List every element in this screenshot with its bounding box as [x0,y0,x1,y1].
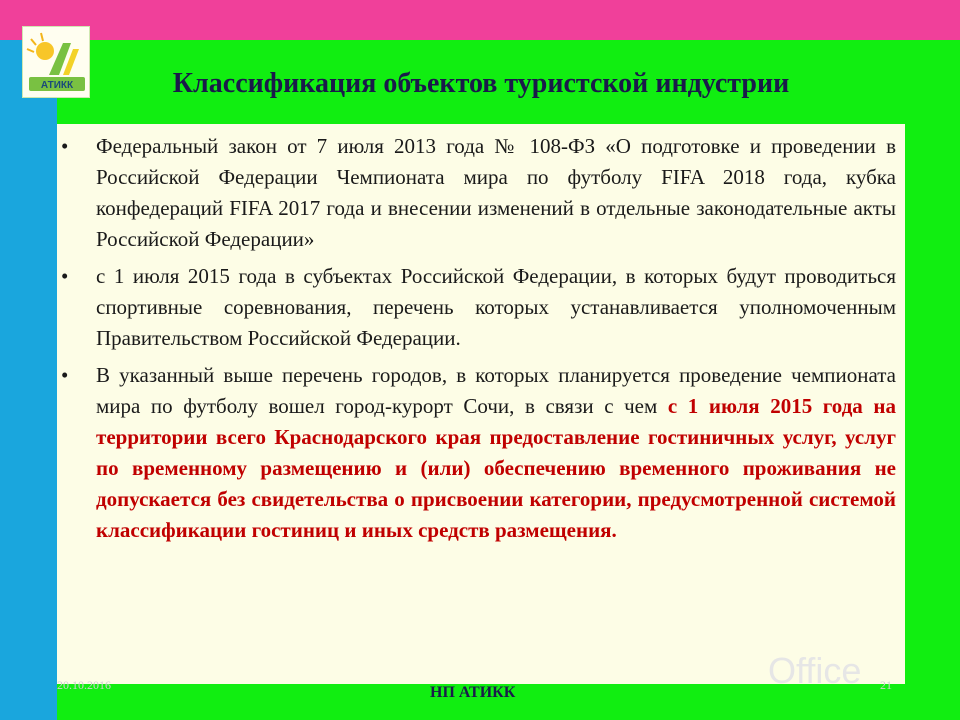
right-band [905,40,960,720]
bullet-item: • с 1 июля 2015 года в субъектах Российской Федерации, в которых будут проводиться спортивные соревнования, перечень которых устанавливается уполномоченным Правительством Российской Федерации. [96,261,896,354]
footer-org: НП АТИКК [430,684,516,701]
logo-text: АТИКК [40,80,74,91]
bullet-list [96,131,896,552]
bullet-highlight-text: с 1 июля 2015 года на территории всего Краснодарского края предоставление гостиничных услуг, услуг по временному размещению и (или) обеспечению временного проживания не допускается без свидетельства о присвоении категории, предусмотренной системой классификации гостиниц и иных средств размещения. [96,394,896,542]
top-band [0,0,960,40]
watermark-text: Office [768,650,862,691]
bullet-text: В указанный выше перечень городов, в которых планируется проведение чемпионата мира по футболу вошел город-курорт Сочи, в связи с чем [96,363,896,418]
slide-title: Классификация объектов туристской индустрии [172,68,790,99]
slide-number: 21 [880,678,892,692]
bullet-item [96,360,896,546]
left-band [0,40,57,720]
footer-date: 20.10.2016 [57,678,111,692]
bullet-item: • Федеральный закон от 7 июля 2013 года № 108-ФЗ «О подготовке и проведении в Российской Федерации Чемпионата мира по футболу FIFA 2018 года, кубка конфедераций FIFA 2017 года и внесении изменений в отдельные законодательные акты Российской Федерации» [96,131,896,255]
